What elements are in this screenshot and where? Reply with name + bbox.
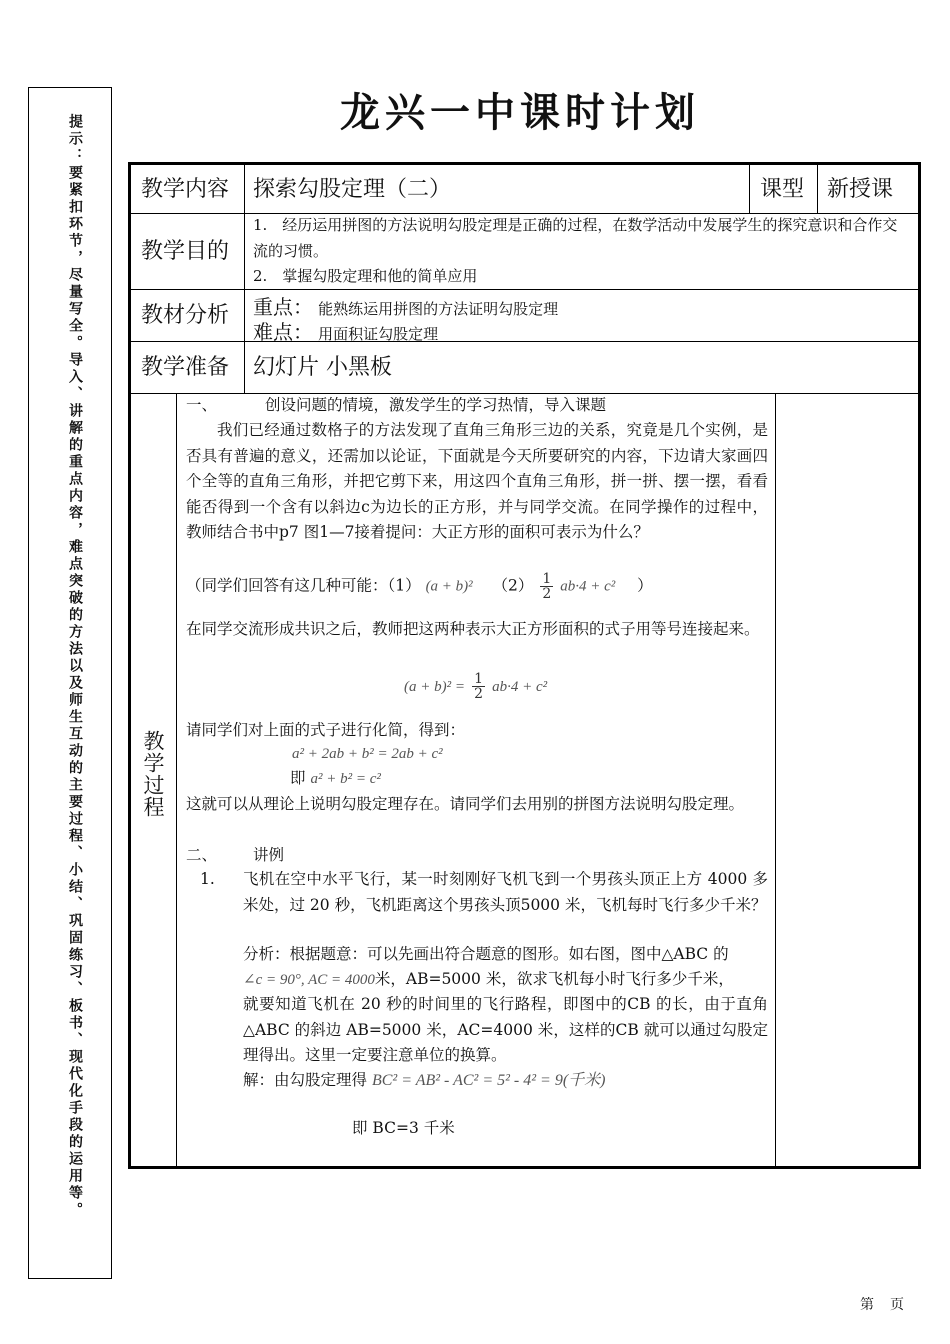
col-divider: [244, 165, 245, 393]
section-2-title: 讲例: [253, 846, 285, 864]
content-value: 探索勾股定理（二）: [253, 177, 452, 202]
equation-3-line: [290, 766, 381, 793]
example-text: 飞机在空中水平飞行，某一时刻刚好飞机飞到一个男孩头顶正上方 4000 多米处，过 20 秒，飞机距离这个男孩头顶5000 米，飞机每时飞行多少千米？: [243, 870, 768, 914]
goal-line-3: 2. 掌握勾股定理和他的简单应用: [253, 267, 478, 285]
ji-label: 即: [290, 769, 306, 787]
col-divider: [749, 165, 750, 213]
row-divider: [130, 341, 919, 342]
analysis-rest: 就要知道飞机在 20 秒的时间里的飞行路程，即图中的CB 的长，由于直角△ABC 的斜边 AB=5000 米，AC=4000 米，这样的CB 就可以通过勾股定理得出。这里一定要注意单位的换算。: [243, 995, 768, 1064]
section-2-num: 二、: [186, 846, 218, 864]
paragraph-conclusion: 这就可以从理论上说明勾股定理存在。请同学们去用别的拼图方法说明勾股定理。: [186, 795, 745, 813]
section-1-title: 创设问题的情境，激发学生的学习热情，导入课题: [265, 396, 607, 414]
goal-line-1: 1. 经历运用拼图的方法说明勾股定理是正确的过程，在数学活动中发展学生的探究意识和合作交: [253, 216, 898, 234]
prep-value: 幻灯片 小黑板: [253, 355, 392, 380]
fraction-numerator: 1: [474, 671, 483, 687]
paragraph-connect: 在同学交流形成共识之后，教师把这两种表示大正方形面积的式子用等号连接起来。: [186, 620, 760, 638]
bc-formula: BC² = AB² - AC² = 5² - 4² = 9(千米): [371, 1072, 606, 1089]
hard-text: 用面积证勾股定理: [318, 325, 439, 343]
analysis-line-1: 分析：根据题意：可以先画出符合题意的图形。如右图，图中△ABC 的: [243, 945, 729, 963]
equation-1: [404, 672, 547, 701]
key-text: 能熟练运用拼图的方法证明勾股定理: [318, 300, 559, 318]
hint-box: [28, 87, 112, 1279]
page-number: 第 页: [860, 1297, 905, 1313]
key-label: 重点：: [253, 295, 313, 319]
section-1-heading: [186, 393, 606, 419]
fraction-denominator: 2: [542, 586, 552, 602]
answers-mid: （2）: [492, 576, 534, 595]
goal-line-2: 流的习惯。: [253, 242, 329, 260]
analysis-line-2-tail: 米，AB=5000 米，欲求飞机每小时飞行多少千米，: [374, 970, 734, 988]
fraction-half-eq: [472, 672, 485, 701]
solution-line: [243, 1068, 606, 1094]
fraction-numerator: 1: [542, 571, 552, 587]
hard-label: 难点：: [253, 320, 313, 344]
section-1-num: 一、: [186, 396, 218, 414]
analysis-label: 教材分析: [141, 303, 230, 328]
answer-2-formula: ab·4 + c²: [560, 578, 616, 595]
fraction-denominator: 2: [474, 686, 483, 702]
example-num: 1.: [200, 870, 215, 888]
col-divider: [817, 165, 818, 213]
answer-1-formula: (a + b)²: [425, 578, 473, 595]
row-divider: [130, 289, 919, 290]
hint-text: 提示：要紧扣环节，尽量写全。导入、讲解的重点内容，难点突破的方法以及师生互动的主要过程、小结、巩固练习、板书、现代化手段的运用等。: [67, 114, 83, 1219]
equation-1-right: ab·4 + c²: [492, 679, 548, 695]
angle-formula: ∠c = 90°, AC = 4000: [243, 972, 375, 988]
paragraph-intro: 我们已经通过数格子的方法发现了直角三角形三边的关系，究竟是几个实例，是否具有普遍的意义，还需加以论证，下面就是今天所要研究的内容，下边请大家画四个全等的直角三角形，并把它剪下来，用这四个直角三角形，拼一拼、摆一摆，看看能否得到一个含有以斜边c为边长的正方形，并与同学交流。在同学操作的过程中，教师结合书中p7 图1—7接着提问：大正方形的面积可表示为什么？: [186, 421, 768, 541]
solution-result: 即 BC=3 千米: [352, 1119, 455, 1137]
equation-3: a² + b² = c²: [310, 771, 381, 787]
col-divider: [775, 393, 776, 1166]
answers-line: [186, 572, 653, 601]
content-label: 教学内容: [141, 177, 230, 202]
section-2-heading: [186, 843, 284, 869]
type-label: 课型: [760, 177, 805, 202]
analysis-line-2: [243, 967, 734, 994]
equation-2: a² + 2ab + b² = 2ab + c²: [292, 746, 443, 762]
col-divider: [176, 393, 177, 1166]
solution-prefix: 解：由勾股定理得: [243, 1071, 368, 1089]
goal-label: 教学目的: [141, 239, 230, 264]
hard-point: [253, 316, 438, 345]
page-title: 龙兴一中课时计划: [340, 90, 700, 136]
prep-label: 教学准备: [141, 355, 230, 380]
paragraph-simplify: 请同学们对上面的式子进行化简，得到：: [186, 721, 466, 739]
process-label: 教学过程: [141, 730, 165, 818]
answers-end: ）: [637, 576, 653, 595]
fraction-half: [540, 572, 553, 601]
type-value: 新授课: [827, 177, 894, 202]
answers-prefix: （同学们回答有这几种可能：（1）: [186, 576, 421, 595]
equation-1-left: (a + b)² =: [404, 679, 465, 695]
